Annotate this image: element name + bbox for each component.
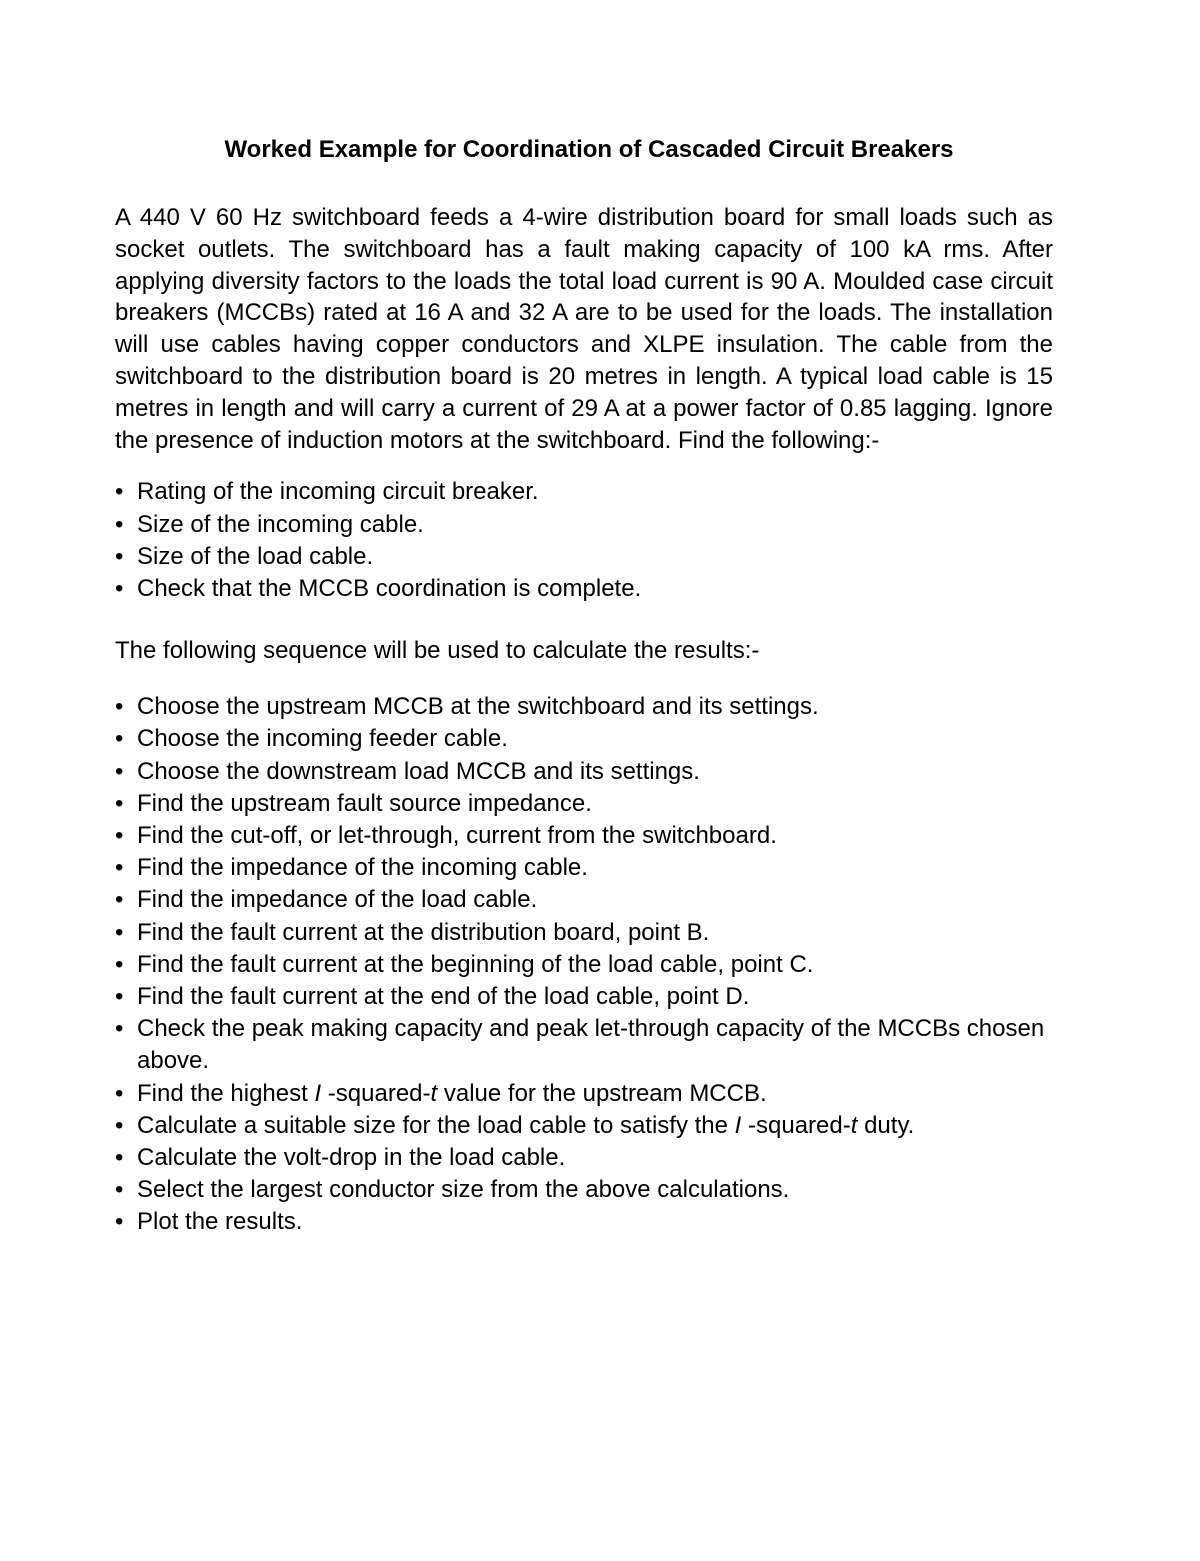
- list-item: • Rating of the incoming circuit breaker.: [115, 476, 1053, 508]
- bullet-icon: •: [115, 1208, 124, 1236]
- bullet-icon: •: [115, 950, 124, 978]
- bullet-icon: •: [115, 574, 124, 602]
- sequence-list: [115, 691, 1053, 1238]
- find-list: [115, 476, 1053, 605]
- list-item: • Plot the results.: [115, 1206, 1053, 1238]
- problem-statement: A 440 V 60 Hz switchboard feeds a 4-wire distribution board for small loads such as socket outlets. The switchboard has a fault making capacity of 100 kA rms. After applying diversity factors to the loads the total load current is 90 A. Moulded case circuit breakers (MCCBs) rated at 16 A and 32 A are to be used for the loads. The installation will use cables having copper conductors and XLPE insulation. The cable from the switchboard to the distribution board is 20 metres in length. A typical load cable is 15 metres in length and will carry a current of 29 A at a power factor of 0.85 lagging. Ignore the presence of induction motors at the switchboard. Find the following:-: [115, 204, 1053, 454]
- bullet-icon: •: [115, 1079, 124, 1107]
- bullet-icon: •: [115, 983, 124, 1011]
- bullet-icon: •: [115, 918, 124, 946]
- list-item: • Find the fault current at the distribution board, point B.: [115, 917, 1053, 949]
- list-item: • Find the cut-off, or let-through, current from the switchboard.: [115, 820, 1053, 852]
- bullet-icon: •: [115, 1111, 124, 1139]
- list-item: • Choose the downstream load MCCB and its settings.: [115, 756, 1053, 788]
- bullet-icon: •: [115, 478, 124, 506]
- list-item: • Find the fault current at the end of the load cable, point D.: [115, 981, 1053, 1013]
- bullet-icon: •: [115, 510, 124, 538]
- list-item: • Find the impedance of the load cable.: [115, 884, 1053, 916]
- list-item: • Select the largest conductor size from the above calculations.: [115, 1174, 1053, 1206]
- bullet-icon: •: [115, 1144, 124, 1172]
- list-item: • Choose the incoming feeder cable.: [115, 723, 1053, 755]
- list-item: • Calculate a suitable size for the load cable to satisfy the I -squared-t duty.: [115, 1110, 1053, 1142]
- list-item: • Size of the load cable.: [115, 541, 1053, 573]
- list-item: • Check that the MCCB coordination is complete.: [115, 573, 1053, 605]
- document-page: [115, 130, 1053, 1239]
- list-item: • Find the fault current at the beginning of the load cable, point C.: [115, 949, 1053, 981]
- list-item: • Calculate the volt-drop in the load cable.: [115, 1142, 1053, 1174]
- page-title: Worked Example for Coordination of Cascaded Circuit Breakers: [224, 136, 954, 163]
- sequence-intro: The following sequence will be used to calculate the results:-: [115, 637, 760, 665]
- list-item: • Find the upstream fault source impedance.: [115, 788, 1053, 820]
- list-item: • Check the peak making capacity and peak let-through capacity of the MCCBs chosen above.: [115, 1015, 1045, 1075]
- bullet-icon: •: [115, 854, 124, 882]
- bullet-icon: •: [115, 725, 124, 753]
- bullet-icon: •: [115, 1176, 124, 1204]
- bullet-icon: •: [115, 822, 124, 849]
- list-item: • Size of the incoming cable.: [115, 509, 1053, 541]
- bullet-icon: •: [115, 1015, 124, 1043]
- list-item: • Choose the upstream MCCB at the switchboard and its settings.: [115, 691, 1053, 723]
- bullet-icon: •: [115, 886, 124, 914]
- bullet-icon: •: [115, 542, 124, 570]
- bullet-icon: •: [115, 693, 124, 721]
- bullet-icon: •: [115, 789, 124, 817]
- list-item: • Find the impedance of the incoming cable.: [115, 852, 1053, 884]
- list-item: • Find the highest I -squared-t value for the upstream MCCB.: [115, 1078, 1053, 1110]
- bullet-icon: •: [115, 757, 124, 785]
